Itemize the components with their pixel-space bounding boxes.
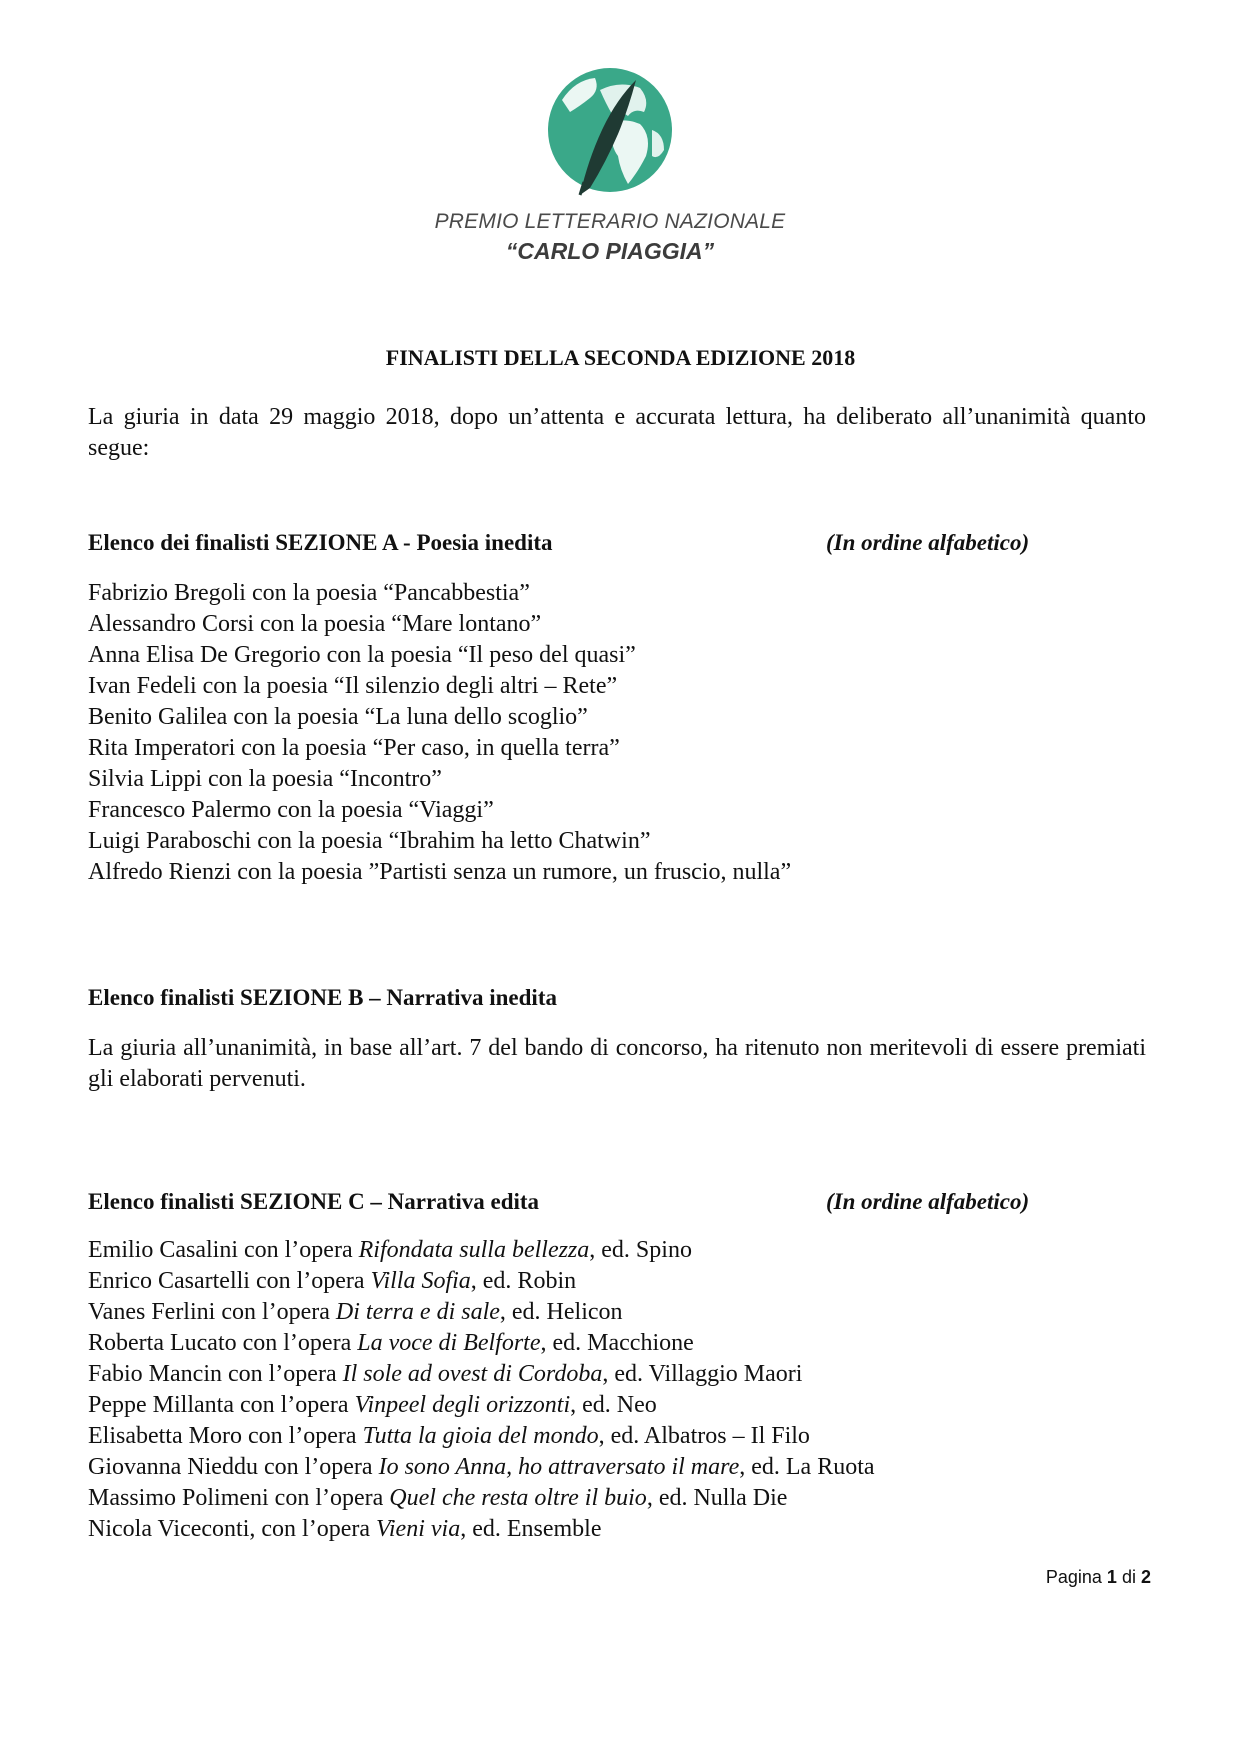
award-logo — [400, 30, 820, 330]
finalist-c-item — [88, 1235, 1148, 1266]
section-a-title: Elenco dei finalisti SEZIONE A - Poesia inedita — [88, 530, 553, 555]
finalist-c-publisher: , ed. Nulla Die — [646, 1485, 788, 1511]
finalist-c-author: Emilio Casalini con l’opera — [88, 1237, 359, 1263]
finalist-c-item — [88, 1328, 1148, 1359]
finalist-c-work: La voce di Belforte — [357, 1330, 541, 1356]
finalist-c-item — [88, 1266, 1148, 1297]
section-a-list — [88, 578, 1148, 888]
page-title: FINALISTI DELLA SECONDA EDIZIONE 2018 — [385, 345, 856, 370]
finalist-c-work: Vieni via — [376, 1516, 461, 1542]
intro-paragraph: La giuria in data 29 maggio 2018, dopo un’attenta e accurata lettura, ha deliberato all’unanimità quanto segue: — [88, 404, 1146, 461]
finalist-c-author: Nicola Viceconti, con l’opera — [88, 1516, 376, 1542]
page-number-separator: di — [1121, 1567, 1136, 1587]
finalist-c-work: Quel che resta oltre il buio — [389, 1485, 647, 1511]
finalist-c-author: Enrico Casartelli con l’opera — [88, 1268, 371, 1294]
finalist-a-item: Alessandro Corsi con la poesia “Mare lontano” — [88, 611, 542, 637]
finalist-c-item — [88, 1390, 1148, 1421]
finalist-c-author: Elisabetta Moro con l’opera — [88, 1423, 363, 1449]
finalist-a-item: Benito Galilea con la poesia “La luna dello scoglio” — [88, 704, 588, 730]
finalist-a-item: Luigi Paraboschi con la poesia “Ibrahim ha letto Chatwin” — [88, 828, 651, 854]
finalist-a-item: Ivan Fedeli con la poesia “Il silenzio degli altri – Rete” — [88, 673, 618, 699]
finalist-a-item: Alfredo Rienzi con la poesia ”Partisti senza un rumore, un fruscio, nulla” — [88, 859, 792, 885]
logo-line-1: PREMIO LETTERARIO NAZIONALE — [434, 210, 786, 233]
section-a-order-note: (In ordine alfabetico) — [826, 530, 1030, 555]
finalist-c-author: Roberta Lucato con l’opera — [88, 1330, 358, 1356]
section-a-heading — [88, 530, 1148, 556]
finalist-c-author: Giovanna Nieddu con l’opera — [88, 1454, 379, 1480]
finalist-c-publisher: , ed. Robin — [470, 1268, 577, 1294]
section-c-title: Elenco finalisti SEZIONE C – Narrativa edita — [88, 1189, 540, 1214]
finalist-c-publisher: , ed. Albatros – Il Filo — [598, 1423, 810, 1449]
finalist-c-work: Villa Sofia — [370, 1268, 471, 1294]
finalist-c-item — [88, 1514, 1148, 1545]
finalist-c-publisher: , ed. Spino — [589, 1237, 692, 1263]
logo-line-2: “CARLO PIAGGIA” — [505, 238, 715, 264]
finalist-c-publisher: , ed. Ensemble — [460, 1516, 602, 1542]
page-number-prefix: Pagina — [1045, 1567, 1102, 1587]
finalist-c-publisher: , ed. Helicon — [499, 1299, 623, 1325]
finalist-c-work: Io sono Anna, ho attraversato il mare — [378, 1454, 740, 1480]
finalist-c-work: Di terra e di sale — [335, 1299, 500, 1325]
finalist-c-publisher: , ed. La Ruota — [739, 1454, 875, 1480]
finalist-c-work: Vinpeel degli orizzonti — [354, 1392, 571, 1418]
page-number — [1046, 1567, 1151, 1588]
section-c-list — [88, 1235, 1148, 1545]
finalist-c-item — [88, 1359, 1148, 1390]
globe-feather-icon — [540, 60, 680, 200]
finalist-c-item — [88, 1452, 1148, 1483]
finalist-a-item: Silvia Lippi con la poesia “Incontro” — [88, 766, 442, 792]
finalist-c-publisher: , ed. Villaggio Maori — [602, 1361, 803, 1387]
finalist-c-author: Vanes Ferlini con l’opera — [88, 1299, 336, 1325]
section-b-heading — [88, 985, 1148, 1011]
section-c-heading — [88, 1189, 1148, 1215]
finalist-a-item: Francesco Palermo con la poesia “Viaggi” — [88, 797, 494, 823]
finalist-c-work: Rifondata sulla bellezza — [358, 1237, 590, 1263]
finalist-c-author: Fabio Mancin con l’opera — [88, 1361, 343, 1387]
section-b-text: La giuria all’unanimità, in base all’art. 7 del bando di concorso, ha ritenuto non meritevoli di essere premiati gli elaborati pervenuti. — [88, 1035, 1146, 1092]
finalist-c-publisher: , ed. Neo — [570, 1392, 657, 1418]
finalist-a-item: Anna Elisa De Gregorio con la poesia “Il peso del quasi” — [88, 642, 636, 668]
finalist-c-publisher: , ed. Macchione — [540, 1330, 694, 1356]
finalist-c-work: Il sole ad ovest di Cordoba — [342, 1361, 603, 1387]
page-number-current: 1 — [1106, 1567, 1117, 1587]
finalist-c-author: Peppe Millanta con l’opera — [88, 1392, 355, 1418]
finalist-c-work: Tutta la gioia del mondo — [362, 1423, 599, 1449]
page-number-total: 2 — [1140, 1567, 1151, 1587]
finalist-c-item — [88, 1483, 1148, 1514]
section-b-title: Elenco finalisti SEZIONE B – Narrativa inedita — [88, 985, 557, 1010]
section-c-order-note: (In ordine alfabetico) — [826, 1189, 1030, 1214]
finalist-c-author: Massimo Polimeni con l’opera — [88, 1485, 390, 1511]
finalist-c-item — [88, 1421, 1148, 1452]
finalist-c-item — [88, 1297, 1148, 1328]
finalist-a-item: Rita Imperatori con la poesia “Per caso, in quella terra” — [88, 735, 620, 761]
finalist-a-item: Fabrizio Bregoli con la poesia “Pancabbestia” — [88, 580, 530, 606]
